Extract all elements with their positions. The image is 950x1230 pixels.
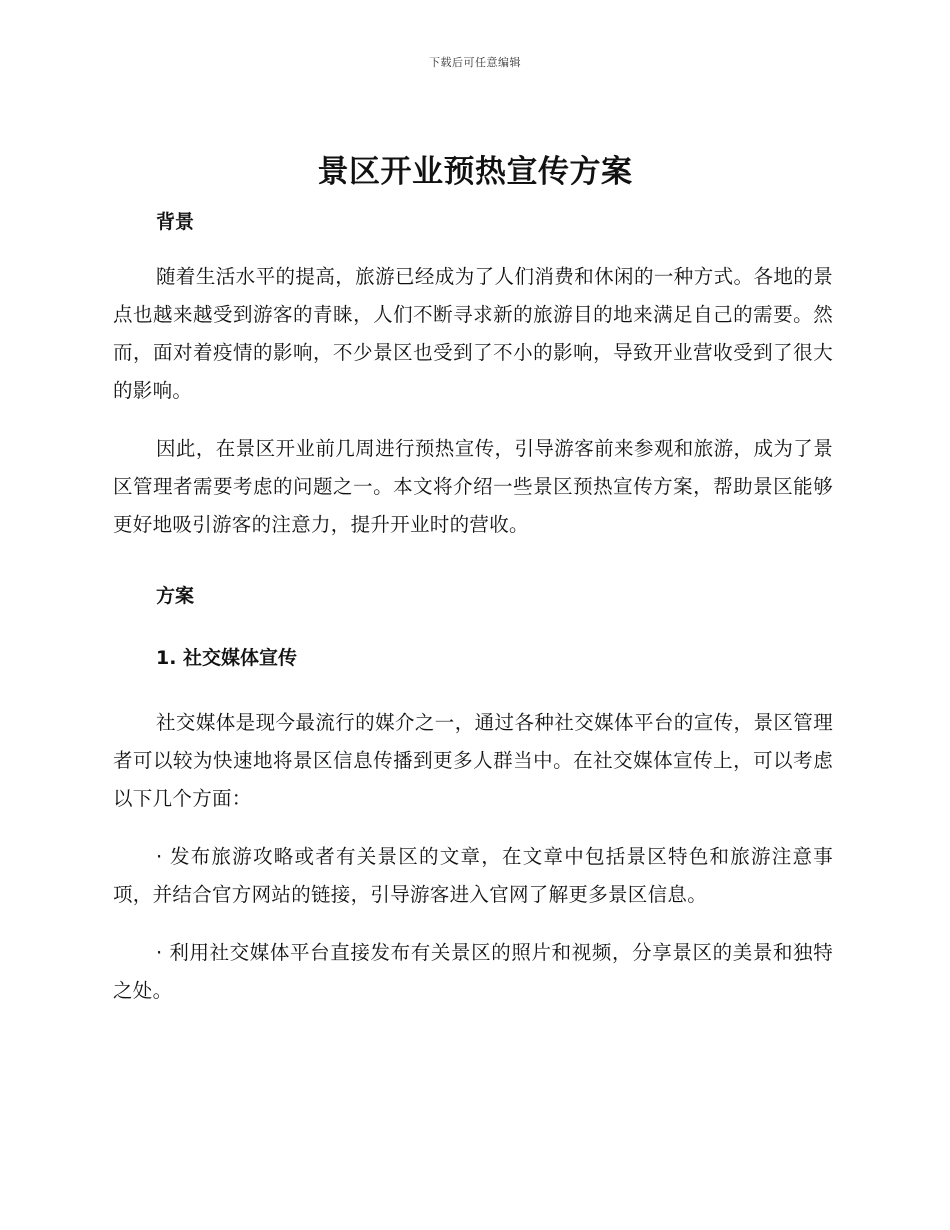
background-paragraph-1: 随着生活水平的提高，旅游已经成为了人们消费和休闲的一种方式。各地的景点也越来越受到游客的青睐，人们不断寻求新的旅游目的地来满足自己的需要。然而，面对着疫情的影响，不少景区也受到了不小的影响，导致开业营收受到了很大的影响。 [113,265,833,402]
background-heading: 背景 [156,211,195,233]
bullet-item-1: · 发布旅游攻略或者有关景区的文章，在文章中包括景区特色和旅游注意事项，并结合官方网站的链接，引导游客进入官网了解更多景区信息。 [113,845,833,906]
plan-heading: 方案 [156,585,195,607]
social-media-paragraph: 社交媒体是现今最流行的媒介之一，通过各种社交媒体平台的宣传，景区管理者可以较为快速地将景区信息传播到更多人群当中。在社交媒体宣传上，可以考虑以下几个方面： [113,711,833,810]
document-body [113,206,833,1010]
document-title: 景区开业预热宣传方案 [317,154,633,190]
social-media-heading: 1. 社交媒体宣传 [156,647,298,669]
bullet-item-2: · 利用社交媒体平台直接发布有关景区的照片和视频，分享景区的美景和独特之处。 [113,941,833,1002]
background-paragraph-2: 因此，在景区开业前几周进行预热宣传，引导游客前来参观和旅游，成为了景区管理者需要考虑的问题之一。本文将介绍一些景区预热宣传方案，帮助景区能够更好地吸引游客的注意力，提升开业时的营收。 [113,437,833,536]
header-note: 下载后可任意编辑 [429,56,521,69]
